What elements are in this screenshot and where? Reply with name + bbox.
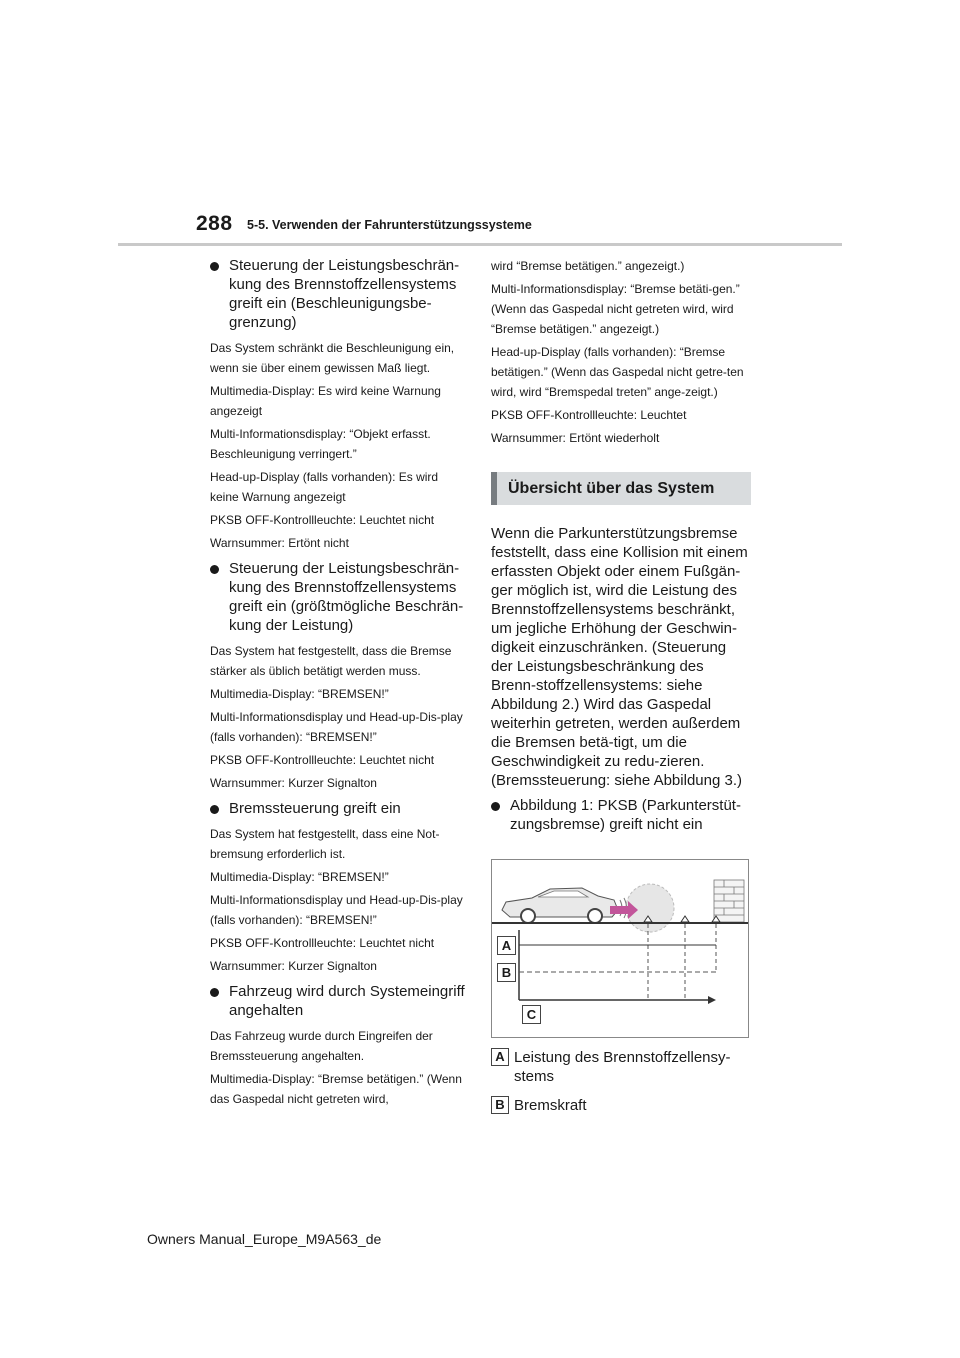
label-b: B [497, 963, 516, 982]
bullet-title: Bremssteuerung greift ein [229, 800, 401, 817]
body-line: PKSB OFF-Kontrollleuchte: Leuchtet nicht [210, 513, 435, 527]
bullet-max-power-limit [210, 559, 465, 635]
body-line: Das System schränkt die Beschleunigung ein, wenn sie über einem gewissen Maß liegt. [210, 341, 455, 375]
body-line: wird “Bremse betätigen.” angezeigt.) [491, 259, 685, 273]
body-line: Multi-Informationsdisplay und Head-up-Dis-play (falls vorhanden): “BREMSEN!” [210, 893, 463, 927]
body-line: Head-up-Display (falls vorhanden): “Bremse betätigen.” (Wenn das Gaspedal nicht getre-ten wird, wird “Bremspedal treten” ange-zeigt.) [491, 345, 744, 399]
section-heading: Übersicht über das System [491, 472, 751, 505]
body-line: Das System hat festgestellt, dass die Bremse stärker als üblich betätigt werden muss. [210, 644, 452, 678]
body-line: PKSB OFF-Kontrollleuchte: Leuchtet [491, 408, 687, 422]
header-rule [118, 243, 842, 246]
section-title: 5-5. Verwenden der Fahrunterstützungssysteme [247, 218, 532, 232]
pksb-diagram [491, 859, 749, 1038]
body-line: Das System hat festgestellt, dass eine Not-bremsung erforderlich ist. [210, 827, 440, 861]
body-line: Head-up-Display (falls vorhanden): Es wird keine Warnung angezeigt [210, 470, 439, 504]
bullet-acceleration-limit [210, 256, 465, 332]
body-line: Das Fahrzeug wurde durch Eingreifen der Bremssteuerung angehalten. [210, 1029, 433, 1063]
legend-item-b [491, 1096, 751, 1115]
legend-key: A [491, 1048, 509, 1066]
bullet-vehicle-stopped [210, 982, 465, 1020]
body-line: Multi-Informationsdisplay: “Bremse betäti-gen.” (Wenn das Gaspedal nicht getreten wird, wird “Bremse betätigen.” angezeigt.) [491, 282, 740, 336]
body-line: Multi-Informationsdisplay und Head-up-Dis-play (falls vorhanden): “BREMSEN!” [210, 710, 463, 744]
left-column [210, 256, 465, 1112]
bullet-title: Fahrzeug wird durch Systemeingriff angehalten [229, 983, 465, 1019]
body-line: Warnsummer: Kurzer Signalton [210, 776, 377, 790]
bullet-brake-control [210, 799, 465, 818]
bullet-dot-icon [210, 988, 219, 997]
bullet-figure-1 [491, 796, 751, 834]
legend-item-a [491, 1048, 751, 1086]
wall-icon [714, 880, 744, 922]
legend-text: Bremskraft [514, 1097, 587, 1114]
body-line: Multimedia-Display: “BREMSEN!” [210, 687, 389, 701]
right-column [491, 256, 751, 1125]
footer-manual-id: Owners Manual_Europe_M9A563_de [147, 1231, 382, 1247]
bullet-title: Abbildung 1: PKSB (Parkunterstüt-zungsbremse) greift nicht ein [510, 797, 741, 833]
body-line: Multimedia-Display: “BREMSEN!” [210, 870, 389, 884]
wheel-rear [521, 909, 535, 923]
label-c: C [522, 1005, 541, 1024]
marker-triangle [681, 916, 689, 922]
bullet-title: Steuerung der Leistungsbeschrän-kung des Brennstoffzellensystems greift ein (Beschleunigungsbe-grenzung) [229, 257, 460, 331]
label-a: A [497, 936, 516, 955]
bullet-dot-icon [491, 802, 500, 811]
legend-text: Leistung des Brennstoffzellensy-stems [514, 1049, 731, 1085]
body-line: PKSB OFF-Kontrollleuchte: Leuchtet nicht [210, 753, 435, 767]
bullet-title: Steuerung der Leistungsbeschrän-kung des Brennstoffzellensystems greift ein (größtmögliche Beschrän-kung der Leistung) [229, 560, 464, 634]
body-line: Multimedia-Display: “Bremse betätigen.” (Wenn das Gaspedal nicht getreten wird, [210, 1072, 462, 1106]
bullet-dot-icon [210, 262, 219, 271]
body-line: PKSB OFF-Kontrollleuchte: Leuchtet nicht [210, 936, 435, 950]
body-line: Warnsummer: Ertönt nicht [210, 536, 349, 550]
wheel-front [588, 909, 602, 923]
body-line: Multimedia-Display: Es wird keine Warnung angezeigt [210, 384, 441, 418]
bullet-dot-icon [210, 565, 219, 574]
legend-key: B [491, 1096, 509, 1114]
bullet-dot-icon [210, 805, 219, 814]
overview-paragraph: Wenn die Parkunterstützungsbremse feststellt, dass eine Kollision mit einem erfassten Objekt oder einem Fußgän-ger möglich ist, wird die Leistung des Brennstoffzellensystems beschränkt, um jegliche Erhöhung der Geschwin-digkeit einzuschränken. (Steuerung der Leistungsbeschränkung des Brenn-stoffzellensystems: siehe Abbildung 2.) Wird das Gaspedal weiterhin getreten, werden außerdem die Bremsen betä-tigt, um die Geschwindigkeit zu redu-zieren. (Bremssteuerung: siehe Abbildung 3.) [491, 525, 748, 789]
page-number: 288 [196, 212, 233, 235]
body-line: Multi-Informationsdisplay: “Objekt erfasst. Beschleunigung verringert.” [210, 427, 431, 461]
body-line: Warnsummer: Ertönt wiederholt [491, 431, 660, 445]
x-axis-arrow [708, 996, 716, 1004]
body-line: Warnsummer: Kurzer Signalton [210, 959, 377, 973]
